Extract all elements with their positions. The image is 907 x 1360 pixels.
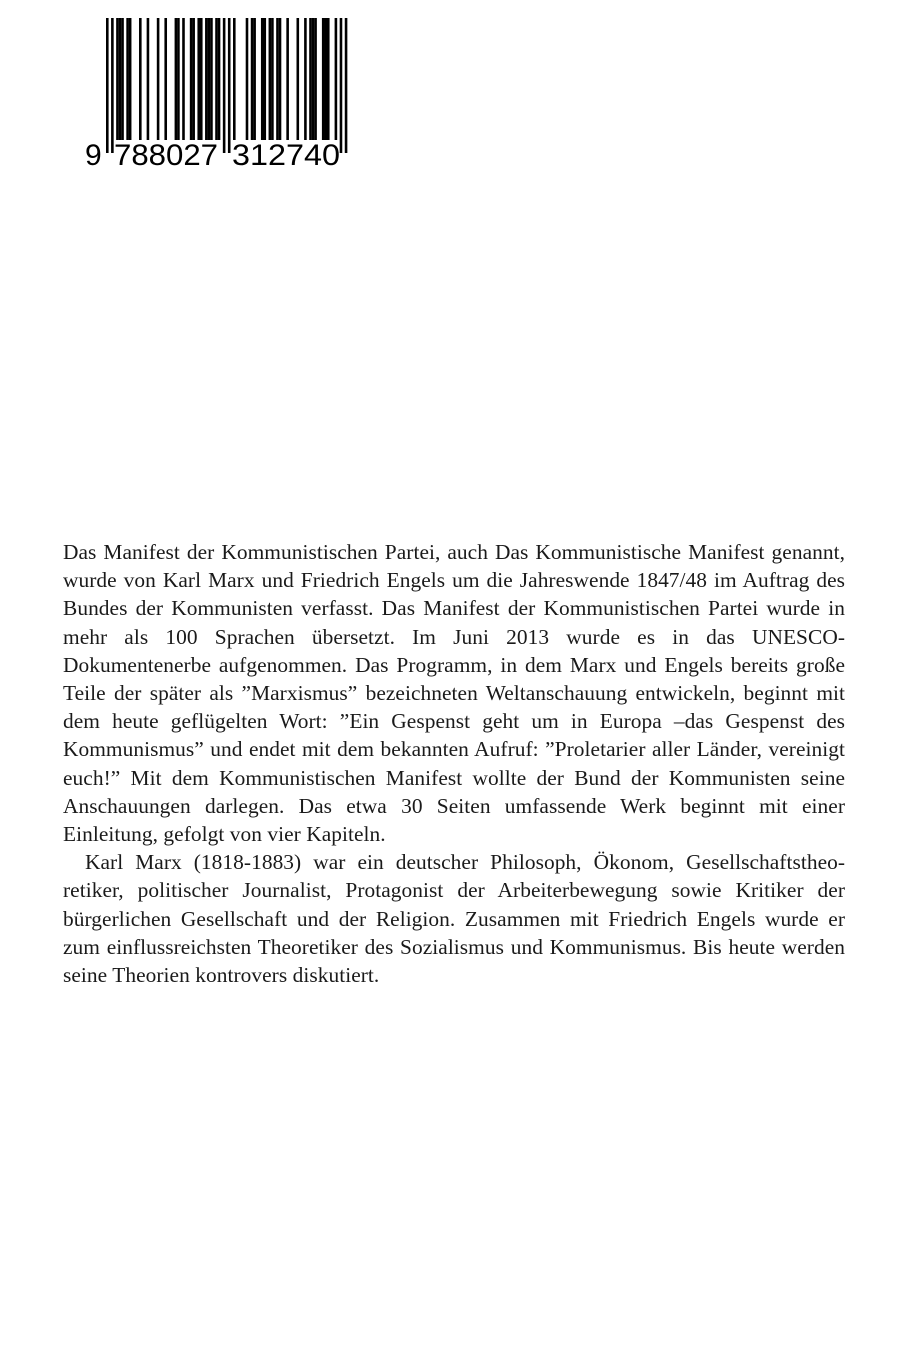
barcode-bars: [106, 18, 347, 153]
back-cover-blurb: [63, 538, 845, 989]
barcode-first-digit: 9: [85, 139, 102, 172]
barcode-right-digits: 312740: [232, 139, 340, 172]
isbn-barcode: [80, 14, 360, 174]
barcode-left-digits: 788027: [114, 139, 218, 172]
blurb-paragraph-manifesto: Das Manifest der Kommunistischen Partei, auch Das Kommunistische Manifest genannt, wurde von Karl Marx und Friedrich Engels um die Jahreswende 1847/48 im Auftrag des Bundes der Kommunisten verfasst. Das Manifest der Kommunistischen Partei wurde in mehr als 100 Sprachen übersetzt. Im Juni 2013 wurde es in das UNESCO-Dokumentenerbe aufgenommen. Das Programm, in dem Marx und Engels bereits große Teile der später als ”Marxismus” bezeichneten Weltanschauung entwickeln, beginnt mit dem heute geflügelten Wort: ”Ein Gespenst geht um in Europa –das Gespenst des Kommunismus” und endet mit dem bekannten Aufruf: ”Proletarier aller Länder, vereinigt euch!” Mit dem Kommunistischen Manifest wollte der Bund der Kommunisten seine Anschauungen darlegen. Das etwa 30 Seiten umfassende Werk beginnt mit einer Einleitung, gefolgt von vier Kapiteln.: [63, 540, 845, 847]
barcode-graphic: [80, 14, 360, 174]
blurb-paragraph-marx-bio: Karl Marx (1818-1883) war ein deutscher Philosoph, Ökonom, Gesellschaftstheoretiker, politischer Journalist, Protagonist der Arbeiterbewegung sowie Kritiker der bürgerlichen Gesellschaft und der Religion. Zusammen mit Friedrich Engels wurde er zum einflussreichsten Theoretiker des Sozialismus und Kommunismus. Bis heute werden seine Theorien kontrovers diskutiert.: [63, 850, 845, 988]
